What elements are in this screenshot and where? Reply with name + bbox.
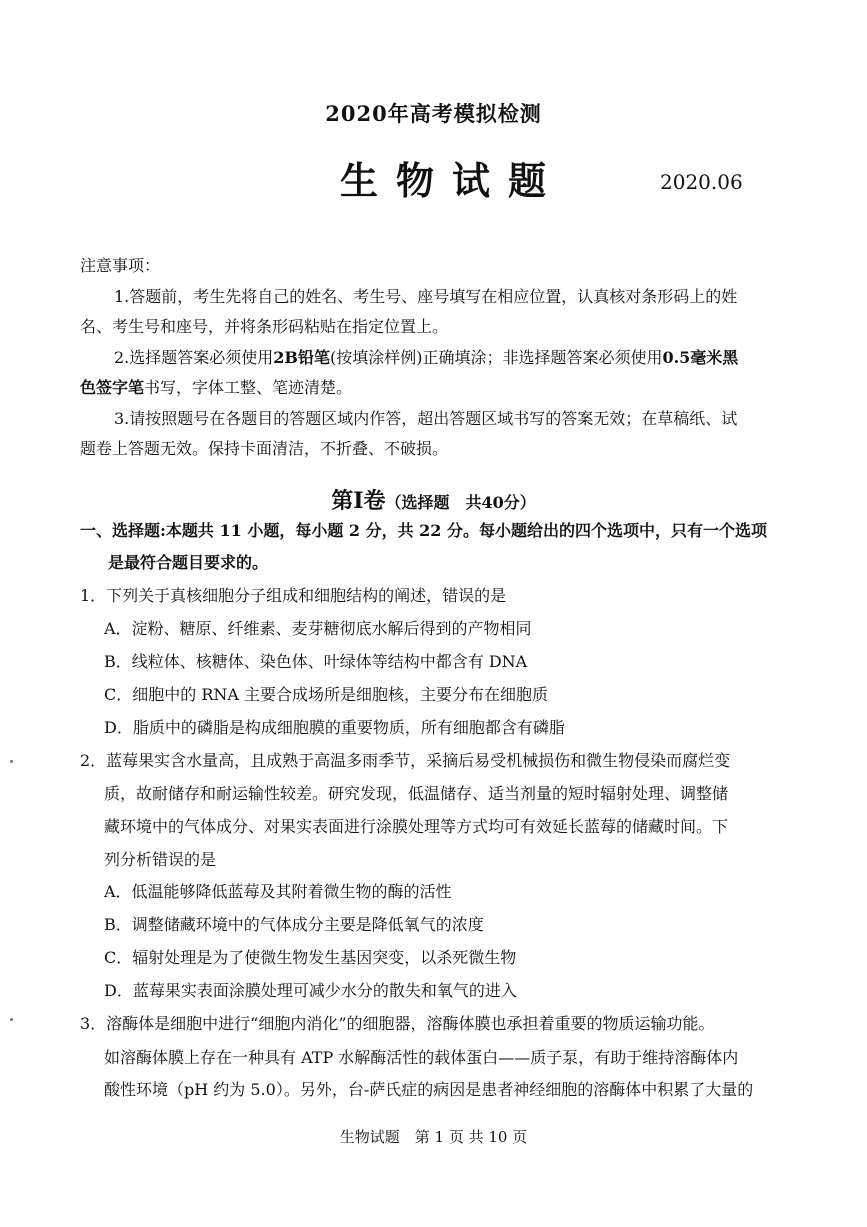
exam-title: 2020年高考模拟检测 [325, 101, 542, 126]
notice-item-2-text-d: 0.5毫米黑 [662, 348, 739, 367]
question-1-option-c: C．细胞中的 RNA 主要合成场所是细胞核，主要分布在细胞质 [104, 685, 549, 704]
notice-item-3-line-2: 题卷上答题无效。保持卡面清洁，不折叠、不破损。 [80, 439, 449, 458]
question-2-option-c: C．辐射处理是为了使微生物发生基因突变，以杀死微生物 [104, 948, 517, 967]
section-instruction-line-2: 是最符合题目要求的。 [108, 553, 269, 572]
notice-item-2-text-b: 2B铅笔 [273, 348, 330, 367]
section-title: 第Ⅰ卷 [331, 488, 386, 514]
question-1-option-d: D．脂质中的磷脂是构成细胞膜的重要物质，所有细胞都含有磷脂 [104, 718, 565, 737]
question-2-stem-line-4: 列分析错误的是 [104, 850, 217, 869]
question-2-stem-line-2: 质，故耐储存和耐运输性较差。研究发现，低温储存、适当剂量的短时辐射处理、调整储 [104, 784, 729, 803]
question-2-option-a: A．低温能够降低蓝莓及其附着微生物的酶的活性 [104, 882, 452, 901]
scan-speck [10, 1018, 13, 1021]
notice-heading: 注意事项： [80, 256, 161, 275]
section-instruction-line-1: 一、选择题:本题共 11 小题，每小题 2 分，共 22 分。每小题给出的四个选项中，只有一个选项 [80, 521, 767, 540]
notice-item-2-line-2 [80, 378, 352, 398]
question-1-option-b: B．线粒体、核糖体、染色体、叶绿体等结构中都含有 DNA [104, 652, 528, 671]
question-3-stem-line-2: 如溶酶体膜上存在一种具有 ATP 水解酶活性的载体蛋白——质子泵，有助于维持溶酶体内 [104, 1048, 739, 1067]
question-1-option-a: A．淀粉、糖原、纤维素、麦芽糖彻底水解后得到的产物相同 [104, 619, 532, 638]
section-heading [0, 484, 867, 515]
question-2-option-d: D．蓝莓果实表面涂膜处理可减少水分的散失和氧气的进入 [104, 981, 517, 1000]
question-2-option-b: B．调整储藏环境中的气体成分主要是降低氧气的浓度 [104, 915, 484, 934]
notice-item-1-line-1: 1.答题前，考生先将自己的姓名、考生号、座号填写在相应位置，认真核对条形码上的姓 [114, 287, 738, 306]
scan-speck [10, 760, 13, 763]
exam-date: 2020.06 [660, 170, 743, 194]
question-2-stem-line-3: 藏环境中的气体成分、对果实表面进行涂膜处理等方式均可有效延长蓝莓的储藏时间。下 [104, 817, 729, 836]
question-3-stem-line-1: 3．溶酶体是细胞中进行“细胞内消化”的细胞器，溶酶体膜也承担着重要的物质运输功能。 [80, 1014, 715, 1033]
notice-item-2-text-f: 书写，字体工整、笔迹清楚。 [144, 378, 353, 397]
section-subtitle: （选择题 共40分） [385, 493, 536, 512]
question-3-stem-line-3: 酸性环境（pH 约为 5.0）。另外，台-萨氏症的病因是患者神经细胞的溶酶体中积累了大量的 [104, 1080, 754, 1099]
notice-item-2-text-a: 2.选择题答案必须使用 [114, 348, 274, 367]
notice-item-2-line-1 [114, 348, 738, 368]
notice-item-2-text-e: 色签字笔 [80, 378, 145, 397]
question-2-stem-line-1: 2．蓝莓果实含水量高，且成熟于高温多雨季节，采摘后易受机械损伤和微生物侵染而腐烂变 [80, 751, 731, 770]
notice-item-2-text-c: (按填涂样例)正确填涂；非选择题答案必须使用 [329, 348, 663, 367]
notice-item-3-line-1: 3.请按照题号在各题目的答题区域内作答，超出答题区域书写的答案无效；在草稿纸、试 [114, 409, 738, 428]
question-1-stem: 1．下列关于真核细胞分子组成和细胞结构的阐述，错误的是 [80, 586, 507, 605]
notice-item-1-line-2: 名、考生号和座号，并将条形码粘贴在指定位置上。 [80, 317, 449, 336]
page-footer: 生物试题 第 1 页 共 10 页 [339, 1128, 528, 1146]
subject-title: 生物试题 [340, 158, 565, 203]
